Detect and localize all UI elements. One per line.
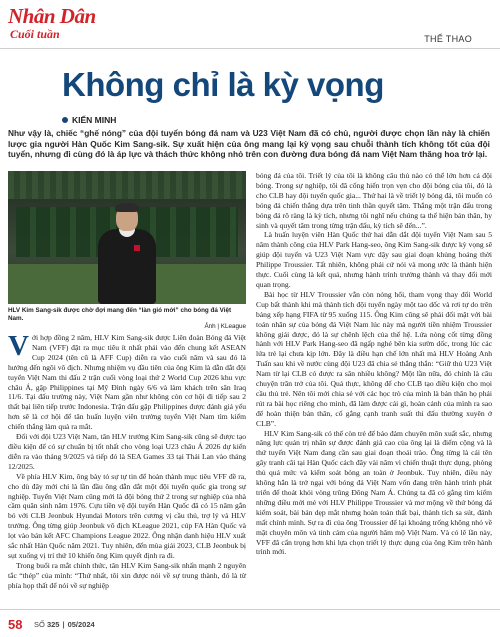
issue-info: SỐ 325 | 05/2024 — [34, 620, 95, 629]
header-divider — [0, 48, 500, 49]
author-name: KIẾN MINH — [72, 115, 117, 125]
section-label: THỂ THAO — [424, 34, 472, 44]
body-paragraph: Đối với đội U23 Việt Nam, tân HLV trưởng Kim Sang-sik cũng sẽ được tạo điều kiện để có sự chuẩn bị tốt nhất cho vòng loại U23 châu Á 2026 dự kiến diễn ra vào tháng 9/2025 và tiếp đó là SEA Games 33 tại Thái Lan vào tháng 12/2025. — [8, 432, 246, 471]
body-column-right — [256, 171, 492, 557]
drop-cap: V — [8, 330, 29, 362]
body-paragraph: Là huấn luyện viên Hàn Quốc thứ hai dẫn dắt đội tuyển Việt Nam sau 5 năm thành công của HLV Park Hang-seo, ông Kim Sang-sik được kỳ vọng sẽ giúp đội tuyển và U23 Việt Nam vực dậy sau giai đoạn khủng hoảng thời Philippe Troussier. Tất nhiên, không phải cứ nói và mong ước là thành hiện thực. Cuối cùng là kết quả, nhưng hành trình trưởng thành và thay đổi mới quan trọng. — [256, 230, 492, 289]
body-paragraph: Về phía HLV Kim, ông bày tỏ sự tự tin để hoàn thành mục tiêu VFF đề ra, cho dù đây mới chỉ là lần đầu ông dẫn dắt một đội tuyển quốc gia trong sự nghiệp. Tuyển Việt Nam cũng mới là đội bóng thứ 2 trong sự nghiệp của nhà cầm quân sinh năm 1976. Cựu tiền vệ đội tuyển Hàn Quốc đã có 15 năm gắn bó với CLB Jeonbuk Hyundai Motors trên cương vị cầu thủ, trợ lý và HLV trưởng. Ông từng giúp Jeonbuk vô địch KLeague 2021, cúp FA Hàn Quốc và lọt vào bán kết AFC Champions League 2022. Ông nhận danh hiệu HLV xuất sắc nhất Hàn Quốc năm 2021. Tuy nhiên, đến mùa giải 2023, CLB Jeonbuk bị sụt xuống vị trí thứ 10 khiến ông Kim quyết định ra đi. — [8, 471, 246, 560]
article-lede: Như vậy là, chiếc “ghế nóng” của đội tuyển bóng đá nam và U23 Việt Nam đã có chủ, người được chọn lần này là chiến lược gia người Hàn Quốc Kim Sang-sik. Sự xuất hiện của ông mang lại kỳ vọng sau chuỗi thành tích không tốt của đội tuyển, nhưng đi cùng đó là áp lực và thách thức không nhỏ trên con đường đưa bóng đá nam Việt Nam thăng hoa trở lại. — [8, 128, 490, 160]
body-column-left — [8, 330, 246, 591]
masthead-name: Nhân Dân — [8, 4, 96, 28]
body-paragraph: Bài học từ HLV Troussier vẫn còn nóng hổi, tham vọng thay đổi World Cup bất thành khi mà thành tích đội tuyển ngày một tao dốc và rơi tự do trên bảng xếp hạng FIFA từ 95 xuống 115. Ông Kim cũng sẽ phải đối mặt với bài toán nhân sự của bóng đá Việt Nam lúc này mà người tiền nhiệm Troussier không giải được, đó là sự chênh lệch của thế hệ. Lứa nòng cốt từng đồng hành với HLV Park Hang-seo đã ngấp nghé bên kia sườn dốc, trong lúc các lứa trẻ lại chưa kịp lớn. Đây là điều hạn chế lớn nhất mà HLV Hoàng Anh Tuấn sau khi về nước cùng đội U23 đã chia sẻ thẳng thắn: “Giữ thủ U23 Việt Nam từ lại CLB có được ra sân nhiều không? Một lần nữa, đó chính là câu chuyện trăn trở của tôi. Quả thực, không để cho CLB tạo điều kiện cho mọi cầu thủ trẻ. Nên tôi mới chia sẻ với các học trò của mình là bản thân họ phải rút ra bài học riêng cho mình, đã làm được cái gì, hoàn cảnh của mình ra sao để hoàn thiện bản thân, cố gắng cạnh tranh suất thi đấu thường xuyên ở CLB”. — [256, 289, 492, 428]
photo-caption-text: HLV Kim Sang-sik được chờ đợi mang đến “làn gió mới” cho bóng đá Việt Nam. — [8, 307, 232, 322]
photo-caption — [8, 307, 246, 331]
body-paragraph: bóng đá của tôi. Triết lý của tôi là không câu thủ nào có thể lớn hơn cả đội bóng. Trong sự nghiệp, tôi đã cống hiến trọn vẹn cho đội bóng của tôi, đó là cho CLB hay đội tuyển quốc gia... Thứ hai là về triết lý bóng đá, tôi muốn có bóng đá chiến thắng dựa trên tinh thần quyết tâm. Thắng một trận đấu trong bóng đá rõ ràng là kỳ tích, nhưng tôi nghĩ nếu chúng ta thể hiện bản thân, hy sinh và quyết tâm trong từng trận đấu, kỳ tích sẽ đến...”. — [256, 171, 492, 230]
photo-credit: Ảnh | KLeague — [204, 323, 246, 330]
issue-label: SỐ — [34, 620, 45, 629]
issue-date: 05/2024 — [67, 620, 95, 629]
masthead-sub: Cuối tuần — [10, 27, 60, 41]
article-author — [62, 115, 116, 125]
page-number: 58 — [8, 617, 23, 632]
article-headline: Không chỉ là kỳ vọng — [62, 66, 384, 103]
body-paragraph: Với hợp đồng 2 năm, HLV Kim Sang-sik được Liên đoàn Bóng đá Việt Nam (VFF) đặt ra mục tiêu ít nhất phải vào đến chung kết ASEAN Cup 2024 (tên cũ là AFF Cup) diễn ra vào cuối năm và sau đó là hướng đến ngôi vô địch. Nhưng nhiệm vụ đầu tiên của ông Kim là dẫn dắt đội tuyển Việt Nam thi đấu 2 trận cuối vòng loại thứ 2 World Cup 2026 khu vực châu Á, gặp Philippines tại Mỹ Đình ngày 6/6 và làm khách trên sân Iraq 11/6. Tại đấu trường này, Việt Nam gần như không còn cơ hội đi tiếp sau 2 thất bại liên tiếp trước Indonesia. Trận đấu gặp Philippines được đánh giá yếu hơn sẽ là cơ hội để tân huấn luyện viên trưởng tuyển Việt Nam tìm kiếm chiến thắng làm quà ra mắt. — [8, 330, 246, 432]
page-footer — [0, 609, 500, 637]
author-bullet-icon — [62, 117, 68, 123]
footer-divider — [0, 609, 500, 610]
issue-number: 325 — [46, 620, 60, 629]
body-paragraph: Trong buổi ra mắt chính thức, tân HLV Kim Sang-sik nhấn mạnh 2 nguyên tắc “thép” của mình: “Thứ nhất, tôi xin được nói về sự trung thành, đó là từ phía họp thất để nói về sự nghiệp — [8, 560, 246, 590]
article-photo — [8, 171, 246, 304]
masthead-logo — [8, 4, 128, 48]
body-paragraph: HLV Kim Sang-sik có thể còn trẻ để bảo đảm chuyên môn xuất sắc, nhưng năng lực quản trị nhân sự được đánh giá cao của ông lại là điểm cộng và là thứ tuyển Việt Nam đang cần sau giai đoạn thoái trào. Ông từng là cái tên gây tranh cãi tại Hàn Quốc cách đây vài năm vì chiến thuật thực dụng, phòng thủ quá mức và kiểm soát bóng an toàn ở Jeonbuk. Tuy nhiên, điều này không hẳn là trở ngại với bóng đá Việt Nam vốn đang trên hành trình phát triển để thoát khỏi vòng trũng Đông Nam Á. Chúng ta đã có gắng tìm kiếm những điều mới mẻ với HLV Philippe Troussier và mơ mộng về thứ bóng đá kiểm soát, bài bản dẹp mắt nhưng hoàn toàn thất bại, thành tích sa sút, đánh mất chính mình. Sự ra đi của ông Troussier để lại khoảng trống không nhỏ về mặt chuyên môn và tinh cảm của người hâm mộ Việt Nam. Và có lẽ lần này, VFF đã cẩn trọng hơn khi lựa chọn triết lý thực dụng của ông Kim trên hành trình mới. — [256, 428, 492, 557]
coach-figure — [92, 205, 162, 304]
